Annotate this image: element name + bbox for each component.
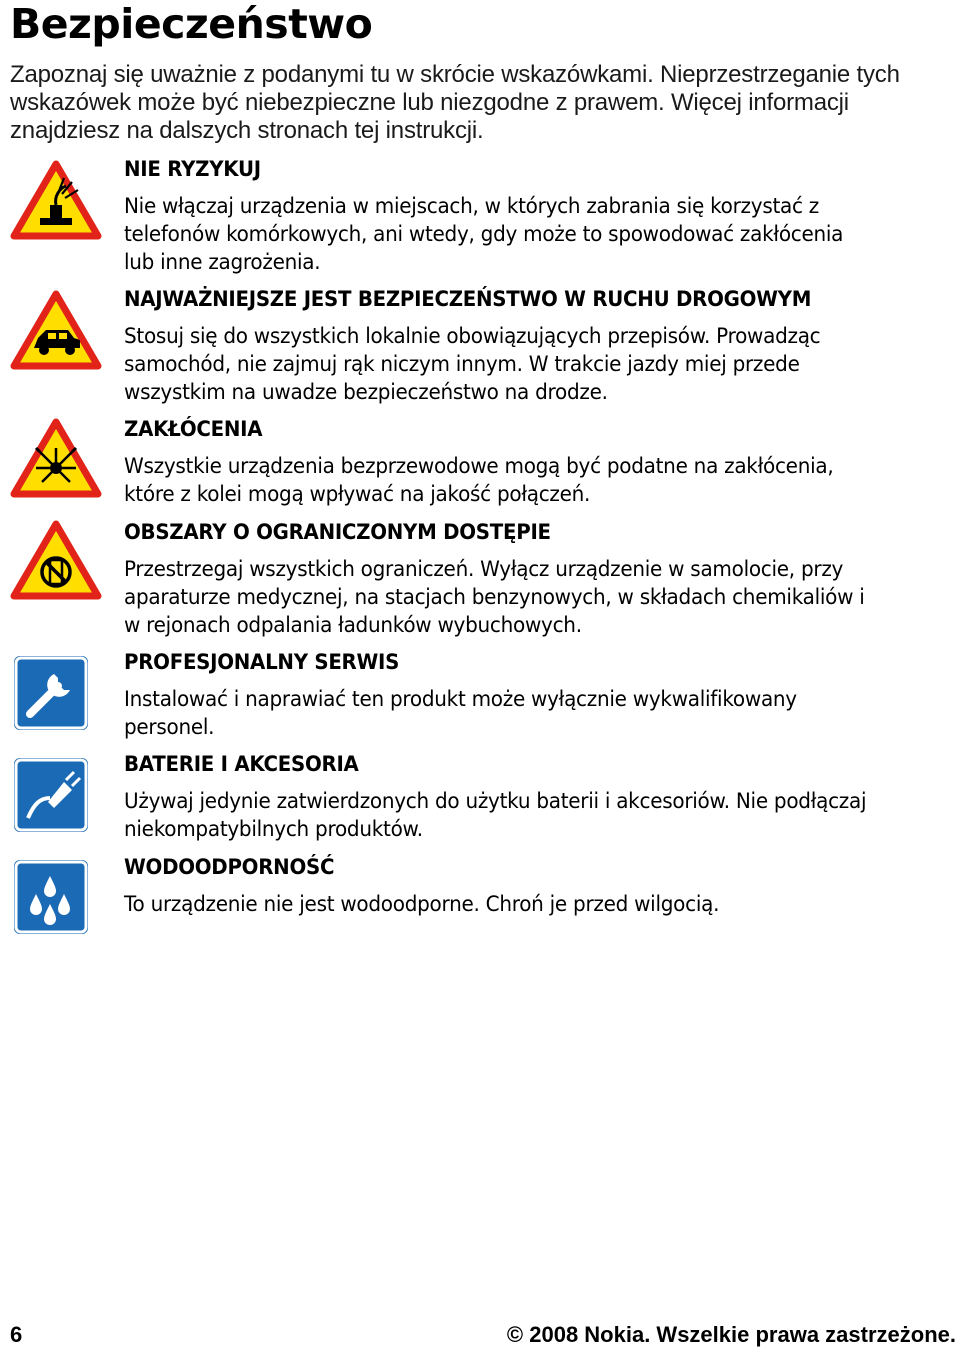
section-heading: ZAKŁÓCENIA bbox=[124, 417, 263, 442]
section-heading: WODOODPORNOŚĆ bbox=[124, 855, 335, 880]
section-road-safety bbox=[124, 286, 958, 407]
section-interference bbox=[124, 416, 958, 509]
wrench-service-icon bbox=[10, 652, 92, 734]
section-restricted-areas bbox=[124, 519, 958, 640]
section-heading: OBSZARY O OGRANICZONYM DOSTĘPIE bbox=[124, 520, 551, 545]
section-body: To urządzenie nie jest wodoodporne. Chroń je przed wilgocią. bbox=[124, 892, 720, 917]
section-no-risk bbox=[124, 156, 958, 277]
section-water-resistance bbox=[124, 854, 958, 919]
intro-line: wskazówek może być niebezpieczne lub niezgodne z prawem. Więcej informacji bbox=[10, 89, 849, 116]
restricted-area-phone-icon bbox=[10, 520, 102, 602]
battery-accessory-plug-icon bbox=[10, 754, 92, 836]
no-risk-warning-icon bbox=[10, 160, 102, 242]
intro-line: Zapoznaj się uważnie z podanymi tu w skrócie wskazówkami. Nieprzestrzeganie tych bbox=[10, 61, 900, 88]
intro-line: znajdziesz na dalszych stronach tej instrukcji. bbox=[10, 117, 484, 144]
intro-paragraph bbox=[10, 61, 955, 145]
interference-icon bbox=[10, 418, 102, 500]
section-body: Instalować i naprawiać ten produkt może wyłącznie wykwalifikowany personel. bbox=[124, 687, 797, 740]
section-body: Stosuj się do wszystkich lokalnie obowiązujących przepisów. Prowadząc samochód, nie zajmuj rąk niczym innym. W trakcie jazdy miej przede wszystkim na uwadze bezpieczeństwo na drodze. bbox=[124, 324, 821, 405]
section-professional-service bbox=[124, 649, 958, 742]
page-number: 6 bbox=[10, 1322, 23, 1347]
section-body: Przestrzegaj wszystkich ograniczeń. Wyłącz urządzenie w samolocie, przy aparaturze medycznej, na stacjach benzynowych, w składach chemikaliów i w rejonach odpalania ładunków wybuchowych. bbox=[124, 557, 865, 638]
section-heading: NAJWAŻNIEJSZE JEST BEZPIECZEŃSTWO W RUCHU DROGOWYM bbox=[124, 287, 812, 312]
page-title: Bezpieczeństwo bbox=[10, 0, 373, 48]
section-body: Wszystkie urządzenia bezprzewodowe mogą być podatne na zakłócenia, które z kolei mogą wpływać na jakość połączeń. bbox=[124, 454, 834, 507]
section-batteries-accessories bbox=[124, 751, 958, 844]
section-heading: BATERIE I AKCESORIA bbox=[124, 752, 359, 777]
section-body: Używaj jedynie zatwierdzonych do użytku baterii i akcesoriów. Nie podłączaj niekompatybilnych produktów. bbox=[124, 789, 867, 842]
road-safety-car-icon bbox=[10, 290, 102, 372]
water-drops-icon bbox=[10, 856, 92, 938]
section-heading: PROFESJONALNY SERWIS bbox=[124, 650, 400, 675]
copyright-notice: © 2008 Nokia. Wszelkie prawa zastrzeżone. bbox=[506, 1322, 956, 1347]
section-body: Nie włączaj urządzenia w miejscach, w których zabrania się korzystać z telefonów komórkowych, ani wtedy, gdy może to spowodować zakłócenia lub inne zagrożenia. bbox=[124, 194, 844, 275]
section-heading: NIE RYZYKUJ bbox=[124, 157, 261, 182]
